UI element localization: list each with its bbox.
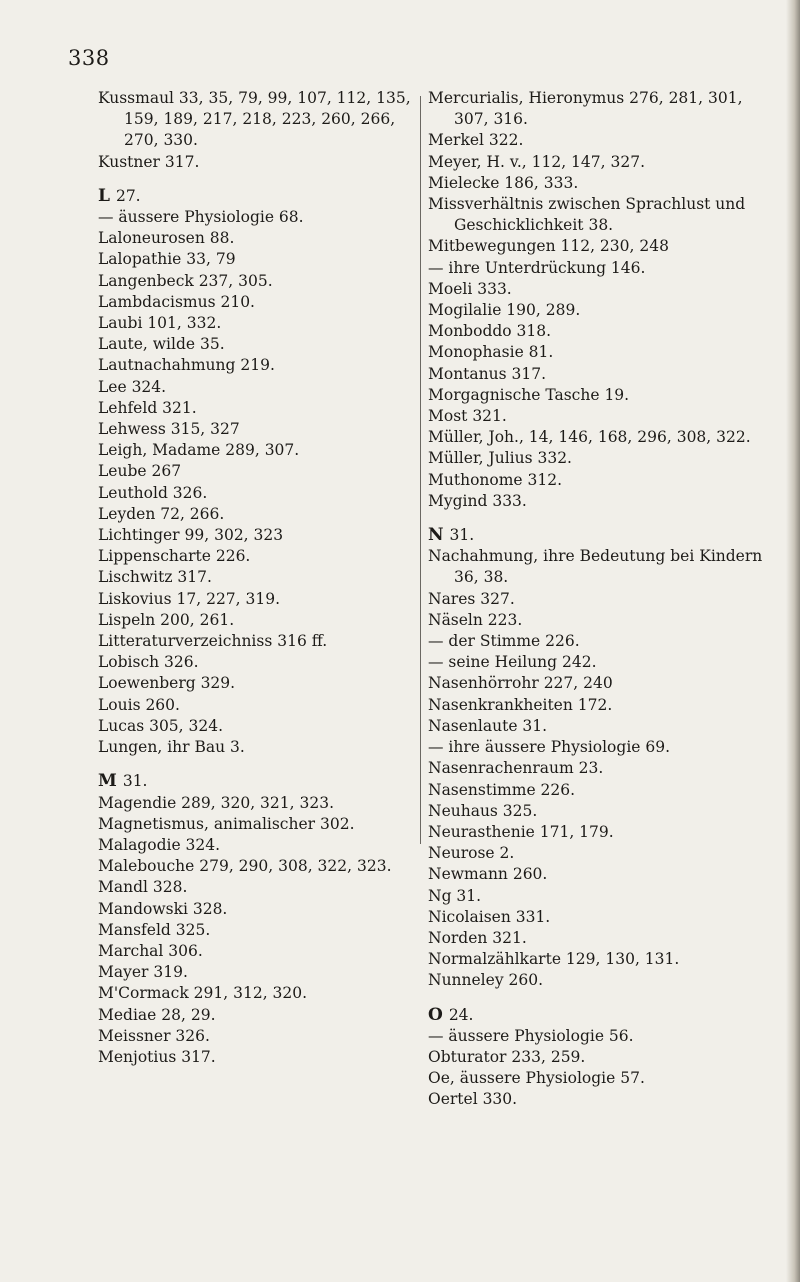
index-entry: Ng 31. <box>428 886 482 905</box>
index-entry: Lehwess 315, 327 <box>98 420 240 439</box>
index-entry: Mielecke 186, 333. <box>428 173 579 192</box>
index-entry: Neurose 2. <box>428 844 515 863</box>
index-entry: Lambdacismus 210. <box>98 292 255 311</box>
index-entry: Leuthold 326. <box>98 483 208 502</box>
index-entry: Lispeln 200, 261. <box>98 610 235 629</box>
index-entry: Meissner 326. <box>98 1026 210 1045</box>
index-entry: Marchal 306. <box>98 941 203 960</box>
page-edge-shadow <box>786 0 800 1282</box>
index-entry: Lichtinger 99, 302, 323 <box>98 526 284 545</box>
index-entry: Lobisch 326. <box>98 653 199 672</box>
index-entry: Magnetismus, animalischer 302. <box>98 814 355 833</box>
section-letter: N <box>428 525 444 546</box>
index-entry: Nicolaisen 331. <box>428 907 551 926</box>
index-entry: Kussmaul 33, 35, 79, 99, 107, 112, 135, 159, 189, 217, 218, 223, 260, 266, 270, 330. <box>98 89 411 150</box>
index-entry: Litteraturverzeichniss 316 ff. <box>98 632 328 651</box>
index-section-heading <box>428 525 773 546</box>
index-entry: Liskovius 17, 227, 319. <box>98 589 281 608</box>
index-entry: Langenbeck 237, 305. <box>98 271 273 290</box>
index-entry: Lungen, ihr Bau 3. <box>98 738 245 757</box>
index-entry: Lalopathie 33, 79 <box>98 250 236 269</box>
index-entry: Lee 324. <box>98 377 167 396</box>
index-entry: Monboddo 318. <box>428 322 552 341</box>
index-entry: Nasenstimme 226. <box>428 780 576 799</box>
index-entry: Muthonome 312. <box>428 470 563 489</box>
index-entry: Neuhaus 325. <box>428 801 538 820</box>
index-entry: Most 321. <box>428 407 507 426</box>
index-section-heading <box>98 186 416 207</box>
index-entry: Nasenkrankheiten 172. <box>428 695 613 714</box>
index-entry: Mandowski 328. <box>98 899 228 918</box>
index-entry: Malebouche 279, 290, 308, 322, 323. <box>98 857 392 876</box>
index-entry: Malagodie 324. <box>98 835 221 854</box>
index-entry: Nasenrachenraum 23. <box>428 759 604 778</box>
index-entry: Lehfeld 321. <box>98 398 197 417</box>
section-page-ref: 31. <box>122 772 148 791</box>
index-entry: Loewenberg 329. <box>98 674 236 693</box>
index-entry: — seine Heilung 242. <box>428 653 597 672</box>
index-column-left <box>98 88 416 1068</box>
index-entry: Laubi 101, 332. <box>98 314 222 333</box>
index-entry: Nasenlaute 31. <box>428 716 548 735</box>
index-entry: — äussere Physiologie 68. <box>98 208 304 227</box>
index-section-heading <box>428 1005 773 1026</box>
page-number: 338 <box>68 46 110 70</box>
index-entry: Mercurialis, Hieronymus 276, 281, 301, 307, 316. <box>428 89 743 129</box>
index-entry: Nasenhörrohr 227, 240 <box>428 674 613 693</box>
index-entry: Mogilalie 190, 289. <box>428 301 581 320</box>
index-entry: Laloneurosen 88. <box>98 229 235 248</box>
index-entry: Nachahmung, ihre Bedeutung bei Kindern 36, 38. <box>428 547 763 587</box>
section-page-ref: 27. <box>115 186 141 205</box>
index-entry: Oertel 330. <box>428 1090 518 1109</box>
index-entry: Normalzählkarte 129, 130, 131. <box>428 950 680 969</box>
index-entry: Lautnachahmung 219. <box>98 356 275 375</box>
index-entry: — ihre Unterdrückung 146. <box>428 258 646 277</box>
index-entry: Nares 327. <box>428 589 515 608</box>
index-entry: Näseln 223. <box>428 610 523 629</box>
index-entry: Mitbewegungen 112, 230, 248 <box>428 237 669 256</box>
index-entry: Montanus 317. <box>428 364 547 383</box>
index-entry: Magendie 289, 320, 321, 323. <box>98 793 334 812</box>
section-letter: O <box>428 1004 443 1025</box>
index-entry: Lippenscharte 226. <box>98 547 251 566</box>
index-entry: Menjotius 317. <box>98 1047 216 1066</box>
index-entry: Missverhältnis zwischen Sprachlust und Geschicklichkeit 38. <box>428 195 746 235</box>
section-page-ref: 24. <box>448 1005 474 1024</box>
index-entry: Leigh, Madame 289, 307. <box>98 441 300 460</box>
index-entry: Lucas 305, 324. <box>98 716 224 735</box>
index-entry: Moeli 333. <box>428 279 512 298</box>
index-entry: — äussere Physiologie 56. <box>428 1026 634 1045</box>
index-entry: Mayer 319. <box>98 963 188 982</box>
index-entry: Monophasie 81. <box>428 343 554 362</box>
index-column-right <box>428 88 773 1111</box>
index-entry: Norden 321. <box>428 928 527 947</box>
index-entry: Mansfeld 325. <box>98 920 211 939</box>
index-entry: — der Stimme 226. <box>428 632 580 651</box>
index-entry: Leube 267 <box>98 462 182 481</box>
index-entry: M'Cormack 291, 312, 320. <box>98 984 308 1003</box>
index-entry: Meyer, H. v., 112, 147, 327. <box>428 152 645 171</box>
index-entry: Leyden 72, 266. <box>98 504 225 523</box>
index-entry: Kustner 317. <box>98 152 200 171</box>
section-page-ref: 31. <box>449 526 475 545</box>
section-letter: L <box>98 185 110 206</box>
index-entry: Mediae 28, 29. <box>98 1005 216 1024</box>
index-entry: Mygind 333. <box>428 491 527 510</box>
index-entry: Nunneley 260. <box>428 971 544 990</box>
index-section-heading <box>98 771 416 792</box>
index-entry: Obturator 233, 259. <box>428 1047 586 1066</box>
index-entry: Müller, Julius 332. <box>428 449 572 468</box>
index-entry: — ihre äussere Physiologie 69. <box>428 738 671 757</box>
section-letter: M <box>98 771 117 792</box>
index-entry: Oe, äussere Physiologie 57. <box>428 1069 645 1088</box>
index-entry: Mandl 328. <box>98 878 188 897</box>
index-entry: Laute, wilde 35. <box>98 335 225 354</box>
index-entry: Louis 260. <box>98 695 180 714</box>
index-entry: Morgagnische Tasche 19. <box>428 385 630 404</box>
index-entry: Müller, Joh., 14, 146, 168, 296, 308, 322. <box>428 428 751 447</box>
index-entry: Newmann 260. <box>428 865 548 884</box>
index-entry: Neurasthenie 171, 179. <box>428 822 614 841</box>
index-entry: Lischwitz 317. <box>98 568 212 587</box>
column-divider <box>420 96 421 844</box>
index-entry: Merkel 322. <box>428 131 524 150</box>
